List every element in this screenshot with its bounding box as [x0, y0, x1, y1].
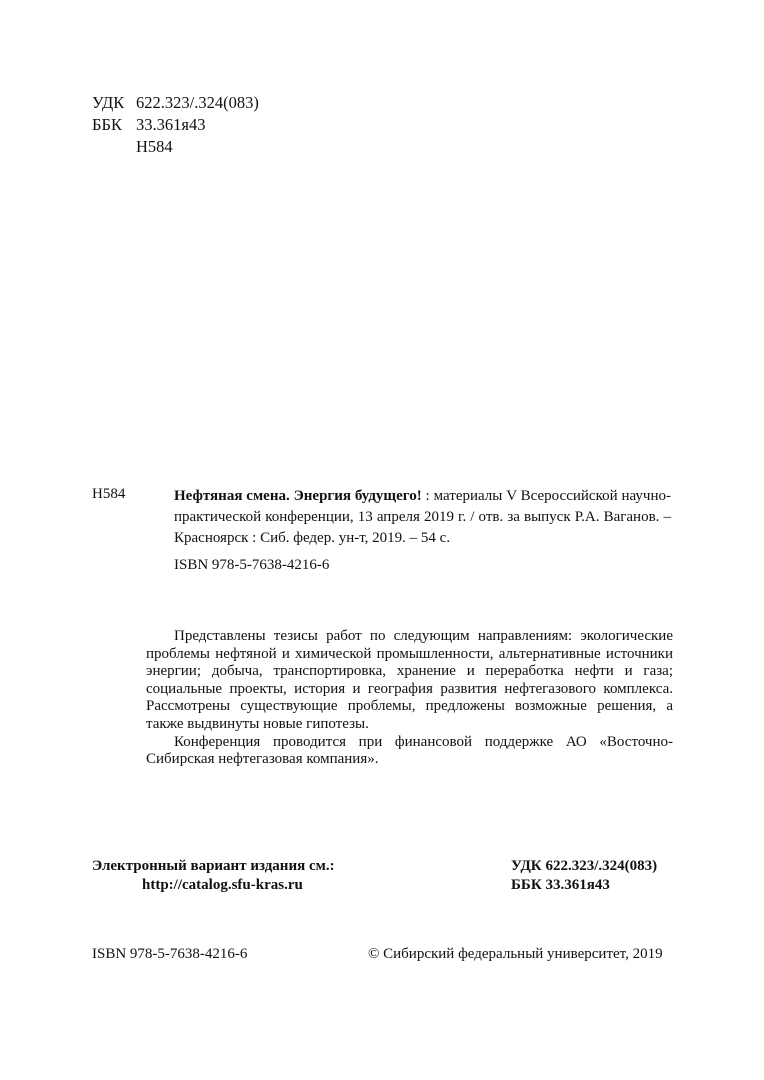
bibliographic-entry: [174, 486, 671, 549]
author-mark: Н584: [136, 137, 173, 156]
annotation-paragraph: Представлены тезисы работ по следующим направлениям: экологические проблемы нефтяной и химической промышленности, альтернативные источники энергии; добыча, транспортировка, хранение и переработка нефти и газа; социальные проекты, история и география развития нефтегазового комплекса. Рассмотрены существующие проблемы, предложены возможные решения, а также выдвинуты новые гипотезы.: [146, 628, 673, 732]
bbk-line: [92, 114, 259, 136]
entry-title: Нефтяная смена. Энергия будущего!: [174, 488, 422, 504]
bottom-isbn: ISBN 978-5-7638-4216-6: [92, 946, 248, 962]
footer-udk: УДК 622.323/.324(083): [511, 858, 658, 874]
entry-code: Н584: [92, 486, 126, 502]
electronic-version-label: Электронный вариант издания см.:: [92, 858, 335, 874]
footer-bbk: ББК 33.361я43: [511, 877, 610, 893]
electronic-version: [92, 857, 335, 895]
entry-description: : материалы V Всероссийской научно-практической конференции, 13 апреля 2019 г. / отв. за выпуск Р.А. Ваганов. – Красноярск : Сиб. федер. ун-т, 2019. – 54 с.: [174, 488, 671, 546]
udk-label: УДК: [92, 93, 125, 112]
copyright: © Сибирский федеральный университет, 2019: [368, 946, 663, 962]
classification-codes: [92, 92, 259, 158]
bbk-label: ББК: [92, 115, 122, 134]
annotation-paragraph: Конференция проводится при финансовой поддержке АО «Восточно-Сибирская нефтегазовая компания».: [146, 733, 673, 768]
annotation: [146, 628, 673, 769]
catalog-link[interactable]: http://catalog.sfu-kras.ru: [142, 877, 303, 893]
author-mark-line: [92, 136, 259, 158]
udk-line: [92, 92, 259, 114]
footer-classification: [511, 857, 657, 895]
udk-value: 622.323/.324(083): [136, 93, 259, 112]
bbk-value: 33.361я43: [136, 115, 206, 134]
entry-isbn: ISBN 978-5-7638-4216-6: [174, 557, 330, 573]
